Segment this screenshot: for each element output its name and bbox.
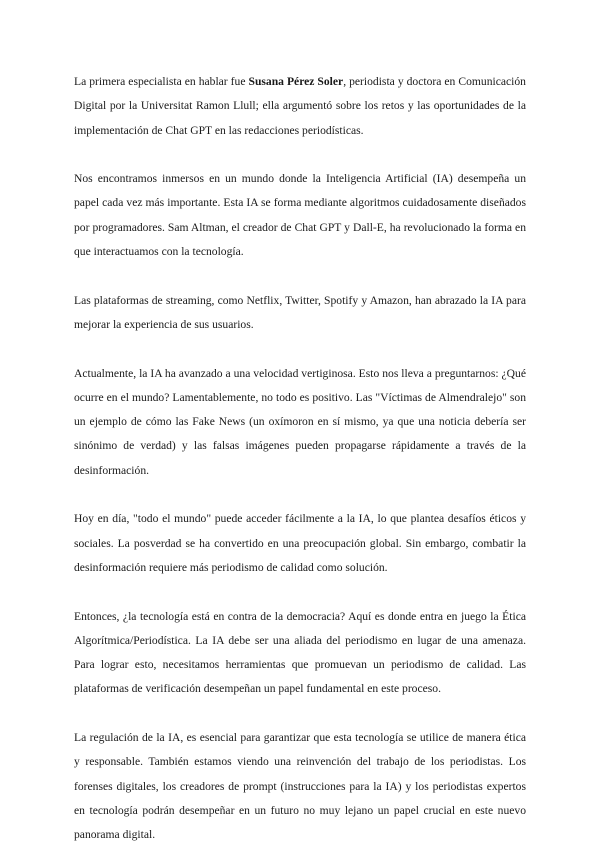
intro-text-before: La primera especialista en hablar fue bbox=[74, 75, 249, 88]
paragraph-etica: Entonces, ¿la tecnología está en contra de la democracia? Aquí es donde entra en juego la Ética Algorítmica/Periodística. La IA debe ser una aliada del periodismo en lugar de una amenaza. Para lograr esto, necesitamos herramientas que promuevan un periodismo de calidad. Las plataformas de verificación desempeñan un papel fundamental en este proceso. bbox=[74, 609, 526, 696]
paragraph-ia-context: Nos encontramos inmersos en un mundo donde la Inteligencia Artificial (IA) desempeña un papel cada vez más importante. Esta IA se forma mediante algoritmos cuidadosamente diseñados por programadores. Sam Altman, el creador de Chat GPT y Dall-E, ha revolucionado la forma en que interactuamos con la tecnología. bbox=[74, 172, 526, 259]
paragraph-fake-news: Actualmente, la IA ha avanzado a una velocidad vertiginosa. Esto nos lleva a preguntarnos: ¿Qué ocurre en el mundo? Lamentablemente, no todo es positivo. Las "Víctimas de Almendralejo" son un ejemplo de cómo las Fake News (un oxímoron en sí mismo, ya que una noticia debería ser sinónimo de verdad) y las falsas imágenes pueden propagarse rápidamente a través de la desinformación. bbox=[74, 366, 526, 477]
paragraph-posverdad: Hoy en día, "todo el mundo" puede acceder fácilmente a la IA, lo que plantea desafíos éticos y sociales. La posverdad se ha convertido en una preocupación global. Sin embargo, combatir la desinformación requiere más periodismo de calidad como solución. bbox=[74, 512, 526, 574]
document-page bbox=[74, 70, 526, 848]
paragraph-streaming: Las plataformas de streaming, como Netflix, Twitter, Spotify y Amazon, han abrazado la IA para mejorar la experiencia de sus usuarios. bbox=[74, 293, 526, 331]
paragraph-regulacion: La regulación de la IA, es esencial para garantizar que esta tecnología se utilice de manera ética y responsable. También estamos viendo una reinvención del trabajo de los periodistas. Los forenses digitales, los creadores de prompt (instrucciones para la IA) y los periodistas expertos en tecnología podrán desempeñar en un futuro no muy lejano un papel crucial en este nuevo panorama digital. bbox=[74, 731, 526, 842]
intro-text-after: , periodista y doctora en Comunicación Digital por la Universitat Ramon Llull; ella argumentó sobre los retos y las oportunidades de la implementación de Chat GPT en las redacciones periodísticas. bbox=[74, 75, 526, 137]
paragraph-intro bbox=[74, 70, 526, 143]
speaker-name: Susana Pérez Soler bbox=[248, 75, 344, 88]
